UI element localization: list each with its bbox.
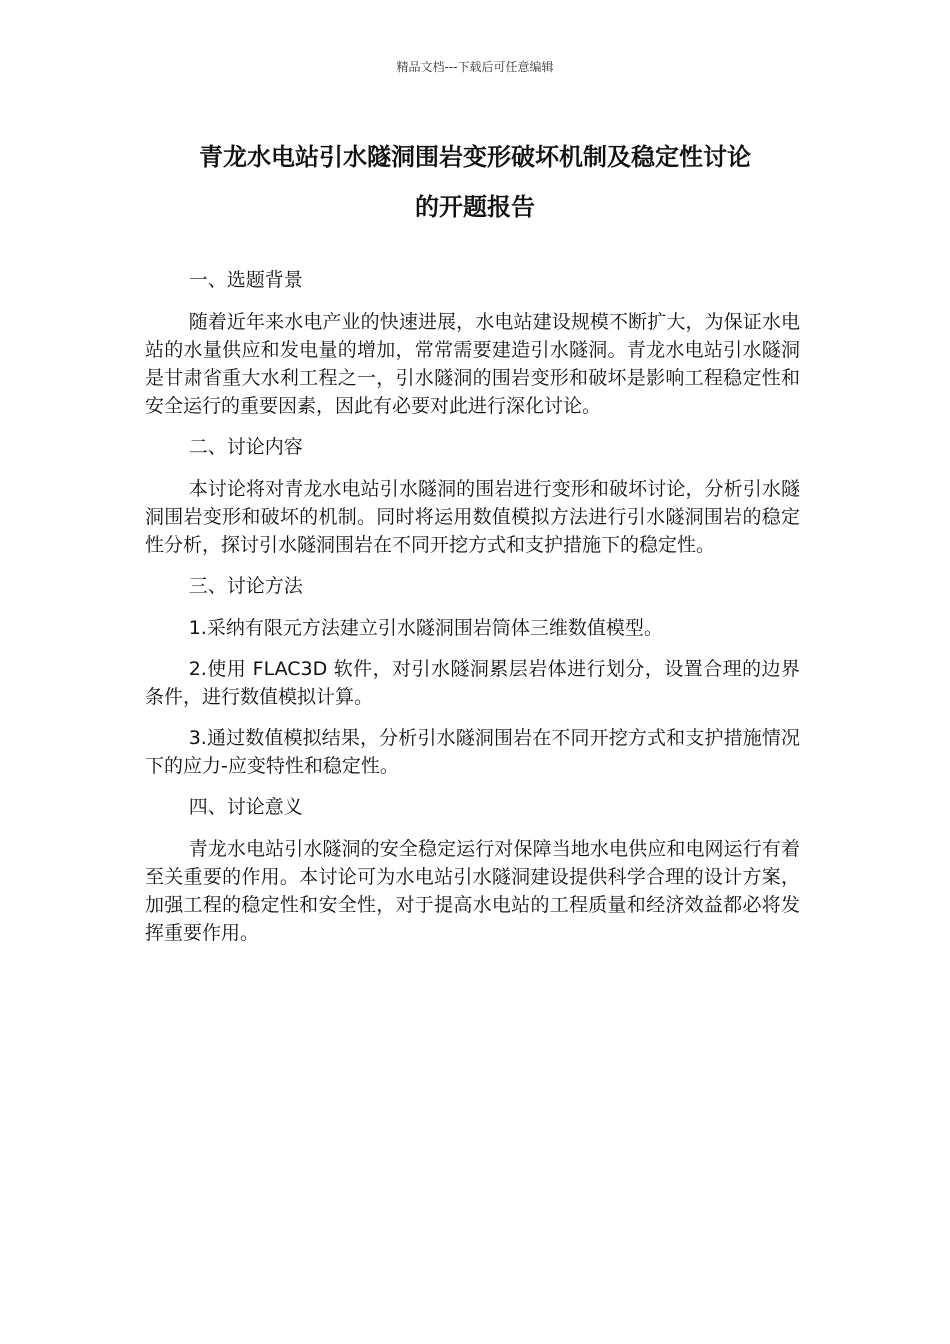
title-line-1: 青龙水电站引水隧洞围岩变形破坏机制及稳定性讨论 <box>199 143 751 171</box>
method-item-3: 3.通过数值模拟结果，分析引水隧洞围岩在不同开挖方式和支护措施情况下的应力-应变特性和稳定性。 <box>145 727 800 777</box>
document-body <box>145 266 800 960</box>
section-heading-content: 二、讨论内容 <box>188 436 303 458</box>
method-item-2: 2.使用 FLAC3D 软件，对引水隧洞累层岩体进行划分，设置合理的边界条件，进行数值模拟计算。 <box>145 658 800 708</box>
paragraph-background: 随着近年来水电产业的快速进展，水电站建设规模不断扩大，为保证水电站的水量供应和发电量的增加，常常需要建造引水隧洞。青龙水电站引水隧洞是甘肃省重大水利工程之一，引水隧洞的围岩变形和破坏是影响工程稳定性和安全运行的重要因素，因此有必要对此进行深化讨论。 <box>145 311 800 417</box>
paragraph-content: 本讨论将对青龙水电站引水隧洞的围岩进行变形和破坏讨论，分析引水隧洞围岩变形和破坏的机制。同时将运用数值模拟方法进行引水隧洞围岩的稳定性分析，探讨引水隧洞围岩在不同开挖方式和支护措施下的稳定性。 <box>145 478 800 556</box>
paragraph-significance: 青龙水电站引水隧洞的安全稳定运行对保障当地水电供应和电网运行有着至关重要的作用。本讨论可为水电站引水隧洞建设提供科学合理的设计方案，加强工程的稳定性和安全性，对于提高水电站的工程质量和经济效益都必将发挥重要作用。 <box>145 838 800 944</box>
section-heading-significance: 四、讨论意义 <box>188 796 303 818</box>
title-line-2: 的开题报告 <box>415 193 535 221</box>
header-note: 精品文档---下载后可任意编辑 <box>396 60 554 74</box>
method-item-1: 1.采纳有限元方法建立引水隧洞围岩筒体三维数值模型。 <box>188 617 663 639</box>
section-heading-background: 一、选题背景 <box>188 269 303 291</box>
document-title <box>120 132 830 232</box>
section-heading-method: 三、讨论方法 <box>188 575 303 597</box>
